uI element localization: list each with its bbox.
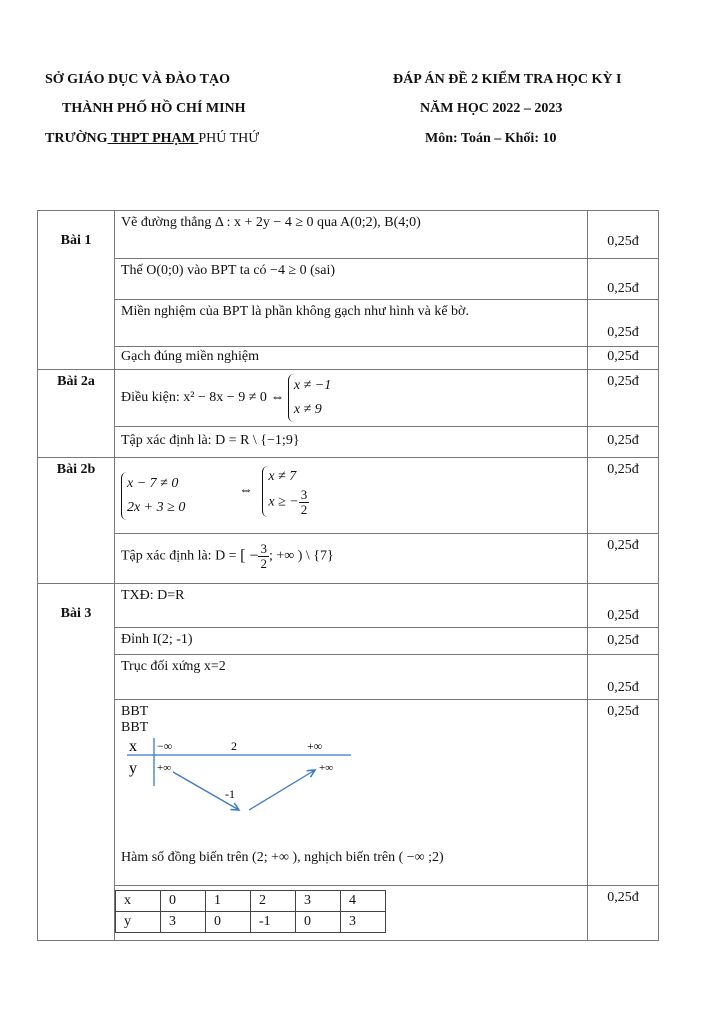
bai2a-domain: Tập xác định là: D = R \ {−1;9} [115,427,588,458]
bai1-score3: 0,25đ [588,300,659,347]
bai3-score3: 0,25đ [588,655,659,700]
city-title: THÀNH PHỐ HỒ CHÍ MINH [62,101,246,116]
bai1-row1: Vẽ đường thẳng Δ : x + 2y − 4 ≥ 0 qua A(0;2), B(4;0) [115,211,588,259]
bai2b-label: Bài 2b [38,458,115,584]
bbt-x-pos-inf: +∞ [307,739,323,753]
bai3-axis: Trục đối xứng x=2 [115,655,588,700]
school-year: NĂM HỌC 2022 – 2023 [420,101,563,116]
bai1-row4: Gạch đúng miền nghiệm [115,347,588,370]
bbt-increasing-arrow [249,770,315,810]
bai1-label: Bài 1 [38,211,115,370]
value-cell: x [116,891,161,912]
value-table [115,890,386,933]
result-brace: x ≠ 7 x ≥ − $\frac{3}{2}$ [262,466,309,517]
exam-title: ĐÁP ÁN ĐỀ 2 KIỂM TRA HỌC KỲ I [393,72,622,87]
bai1-row2: Thế O(0;0) vào BPT ta có −4 ≥ 0 (sai) [115,259,588,300]
variation-table-diagram [121,738,361,820]
value-cell: 3 [341,912,386,933]
bbt-y-left: +∞ [157,762,172,774]
dept-title: SỞ GIÁO DỤC VÀ ĐÀO TẠO [45,72,231,87]
result-fraction: $\frac{3}{2}$ [300,486,308,517]
bai2a-label: Bài 2a [38,370,115,458]
value-cell: 0 [161,891,206,912]
value-cell: y [116,912,161,933]
bai3-value-table-cell [115,886,588,941]
subject-grade: Môn: Toán – Khối: 10 [425,131,557,146]
bbt-label-1: BBT [121,704,149,719]
value-row-y [116,912,386,933]
bbt-y-min: -1 [225,787,235,801]
value-cell: 2 [251,891,296,912]
value-cell: -1 [251,912,296,933]
bbt-label-2: BBT [121,720,149,735]
bai1-score2: 0,25đ [588,259,659,300]
answer-table [37,210,659,941]
bbt-y-right: +∞ [319,762,334,774]
bai3-variation [115,700,588,886]
bai3-score4: 0,25đ [588,700,659,886]
bai3-label: Bài 3 [38,584,115,941]
bai2a-score1: 0,25đ [588,370,659,427]
bbt-x-two: 2 [231,739,237,753]
bai2b-system: x − 7 ≠ 0 2x + 3 ≥ 0 ⇔ x ≠ 7 x ≥ − $\frac{3}{2}$ [115,458,588,534]
bai1-score1: 0,25đ [588,211,659,259]
bai2a-condition: Điều kiện: x² − 8x − 9 ≠ 0 ⇔ x ≠ −1 x ≠ 9 [115,370,588,427]
value-cell: 3 [296,891,341,912]
bai3-vertex: Đỉnh I(2; -1) [115,628,588,655]
school-title [45,131,259,147]
value-cell: 3 [161,912,206,933]
bai2b-score2: 0,25đ [588,534,659,584]
bai3-txd: TXĐ: D=R [115,584,588,628]
bai2b-domain: Tập xác định là: D = [ − $\frac{3}{2}$ ; +∞ ) \ {7} [115,534,588,584]
bai3-score2: 0,25đ [588,628,659,655]
value-cell: 0 [206,912,251,933]
value-cell: 0 [296,912,341,933]
school-prefix: TRƯỜNG [45,131,108,146]
bai1-score4: 0,25đ [588,347,659,370]
bai3-score5: 0,25đ [588,886,659,941]
bbt-x-label: x [129,738,137,755]
bai2b-score1: 0,25đ [588,458,659,534]
value-cell: 1 [206,891,251,912]
bai2a-score2: 0,25đ [588,427,659,458]
bai3-score1: 0,25đ [588,584,659,628]
bbt-y-label: y [129,760,137,777]
value-row-x [116,891,386,912]
school-name-rest: PHÚ THỨ [198,131,260,146]
domain-fraction: $\frac{3}{2}$ [260,541,267,571]
value-cell: 4 [341,891,386,912]
bbt-x-neg-inf: −∞ [157,739,173,753]
bai1-row3: Miền nghiệm của BPT là phần không gạch như hình và kể bờ. [115,300,588,347]
condition-brace: x ≠ −1 x ≠ 9 [288,374,331,422]
monotonic-statement: Hàm số đồng biến trên (2; +∞ ), nghịch biến trên ( −∞ ;2) [121,850,444,865]
system-brace: x − 7 ≠ 0 2x + 3 ≥ 0 [121,472,185,520]
school-name-underlined: THPT PHẠM [107,131,199,146]
